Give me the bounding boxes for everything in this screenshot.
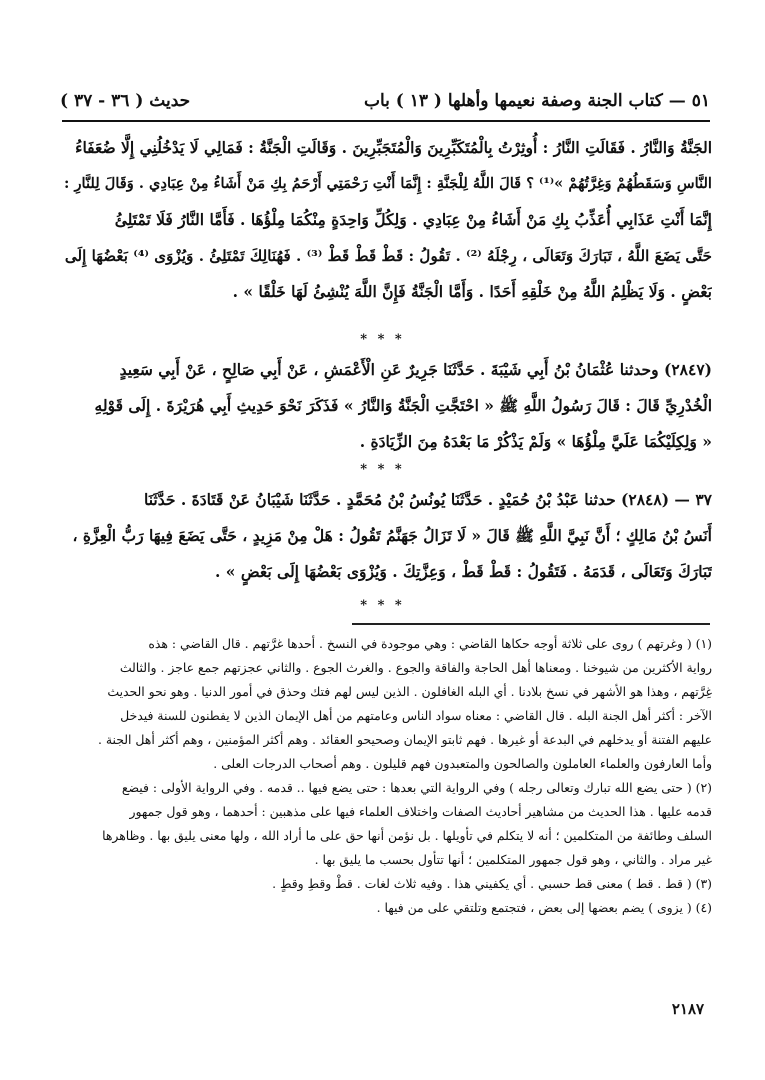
section-separator: * * * [360,462,405,477]
footnote-line: رواية الأكثرين من شيوخنا . ومعناها أهل الحاجة والفاقة والجوع . والغرث الجوع . والثاني عجزتهم جمع عاجز . والثالث [119,660,712,675]
footnote-line: (٣) ( قط . قط ) معنى قط حسبي . أي يكفيني هذا . وفيه ثلاث لغات . قطْ وقطِ وقطٍ . [272,876,712,891]
text-line: تَبَارَكَ وَتَعَالَى ، قَدَمَهُ . فَتَقُولُ : قَطْ قَطْ ، وَعِزَّتِكَ . وَيُزْوَى بَعْضُهَا إِلَى بَعْضٍ » . [214,562,712,581]
text-line: حَتَّى يَضَعَ اللَّهُ ، تَبَارَكَ وَتَعَالَى ، رِجْلَهُ ⁽²⁾ . تَقُولُ : قَطْ قَطْ قَطْ ⁽³⁾ . فَهُنَالِكَ تَمْتَلِئُ . وَيُزْوَى ⁽⁴⁾ بَعْضُهَا إِلَى [64,247,712,265]
footnote-3 [64,872,712,896]
footnote-line: غير مراد . والثاني ، وهو قول جمهور المتكلمين ؛ أنها تتأول بحسب ما يليق بها . [314,852,712,867]
text-line: ٣٧ — (٢٨٤٨) حدثنا عَبْدُ بْنُ حُمَيْدٍ . حَدَّثَنَا يُونُسُ بْنُ مُحَمَّدٍ . حَدَّثَنَا شَيْبَانُ عَنْ قَتَادَةَ . حَدَّثَنَا [144,490,712,509]
footnote-line: (٤) ( يزوى ) يضم بعضها إلى بعض ، فتجتمع وتلتقي على من فيها . [376,900,712,915]
footnote-line: (١) ( وغرتهم ) روى على ثلاثة أوجه حكاها القاضي : وهي موجودة في النسخ . أحدها غرَّتهم . قال القاضي : هذه [148,636,712,651]
text-line: النَّاسِ وَسَقَطُهُمْ وَغِرَّتُهُمْ »⁽¹⁾ ؟ قَالَ اللَّهُ لِلْجَنَّةِ : إِنَّمَا أَنْتِ رَحْمَتِي أَرْحَمُ بِكِ مَنْ أَشَاءُ مِنْ عِبَادِي . وَقَالَ لِلنَّارِ : [64,175,712,192]
header-hadith-range: ( ٣٦ - ٣٧ ) حديث [60,91,191,111]
footnote-1 [64,632,712,776]
footnote-line: وأما العارفون والعلماء العاملون والصالحون والمتعبدون فهم قليلون . وهم أصحاب الدرجات العلى . [213,756,712,771]
text-line: أَنَسُ بْنُ مَالِكٍ ؛ أَنَّ نَبِيَّ اللَّهِ ﷺ قَالَ « لَا تَزَالُ جَهَنَّمُ تَقُولُ : هَلْ مِنْ مَزِيدٍ ، حَتَّى يَضَعَ فِيهَا رَبُّ الْعِزَّةِ ، [72,526,712,545]
footnote-line: (٢) ( حتى يضع الله تبارك وتعالى رجله ) وفي الرواية التي بعدها : حتى يضع فيها .. قدمه . وفي الرواية الأولى : فيضع [121,780,712,795]
text-line: الْخُدْرِيِّ قَالَ : قَالَ رَسُولُ اللَّهِ ﷺ « احْتَجَّتِ الْجَنَّةُ وَالنَّارُ » فَذَكَرَ نَحْوَ حَدِيثِ أَبِي هُرَيْرَةَ . إِلَى قَوْلِهِ [94,396,712,415]
footnote-line: غِرَّتهم ، وهذا هو الأشهر في نسخ بلادنا . أي البله الغافلون . الذين ليس لهم فتك وحذق في أمور الدنيا . وهو نحو الحديث [107,684,712,699]
footnote-line: السلف وطائفة من المتكلمين ؛ أنه لا يتكلم في تأويلها . بل نؤمن أنها حق على ما أراد الله ، ولها معنى يليق بها . وظاهرها [102,828,712,843]
text-line: بَعْضٍ . وَلَا يَظْلِمُ اللَّهُ مِنْ خَلْقِهِ أَحَدًا . وَأَمَّا الْجَنَّةُ فَإِنَّ اللَّهَ يُنْشِئُ لَهَا خَلْقًا » . [232,282,712,301]
footnote-line: الآخر : أكثر أهل الجنة البله . قال القاضي : معناه سواد الناس وعامتهم من أهل الإيمان الذين لا يفطنون للسنة فيدخل [120,708,712,723]
section-separator: * * * [360,598,405,613]
hadith-paragraph-2847 [60,352,712,460]
header-rule [62,120,710,122]
footnote-2 [64,776,712,872]
footnote-line: عليهم الفتنة أو يدخلهم في البدعة أو غيرها . فهم ثابتو الإيمان وصحيحو العقائد . وهم أكثر المؤمنين ، وهم أكثر أهل الجنة . [97,732,712,747]
footnote-line: قدمه عليها . هذا الحديث من مشاهير أحاديث الصفات واختلاف العلماء فيها على مذهبين : أحدهما ، وهو قول جمهور [129,804,712,819]
text-line: إِنَّمَا أَنْتِ عَذَابِي أُعَذِّبُ بِكِ مَنْ أَشَاءُ مِنْ عِبَادِي . وَلِكُلِّ وَاحِدَةٍ مِنْكُمَا مِلْؤُهَا . فَأَمَّا النَّارُ فَلَا تَمْتَلِئُ [114,210,712,229]
hadith-paragraph-2848 [60,482,712,590]
section-separator: * * * [360,332,405,347]
running-header [60,86,710,116]
footnote-4 [64,896,712,920]
page-number: ٢١٨٧ [671,1000,705,1018]
hadith-paragraph-1 [60,130,712,310]
text-line: الجَنَّةُ وَالنَّارُ . فَقَالَتِ النَّارُ : أُوثِرْتُ بِالْمُتَكَبِّرِينَ وَالْمُتَجَبِّرِينَ . وَقَالَتِ الْجَنَّةُ : فَمَالِي لَا يَدْخُلُنِي إِلَّا ضُعَفَاءُ [75,138,712,157]
footnote-rule [352,623,710,625]
text-line: « وَلِكِلَيْكُمَا عَلَيَّ مِلْؤُهَا » وَلَمْ يَذْكُرْ مَا بَعْدَهُ مِنَ الزِّيَادَةِ . [359,432,712,451]
header-chapter-title: ٥١ — كتاب الجنة وصفة نعيمها وأهلها ( ١٣ ) باب [363,91,710,111]
text-line: (٢٨٤٧) وحدثنا عُثْمَانُ بْنُ أَبِي شَيْبَةَ . حَدَّثَنَا جَرِيرٌ عَنِ الْأَعْمَشِ ، عَنْ أَبِي صَالِحٍ ، عَنْ أَبِي سَعِيدٍ [119,360,712,379]
